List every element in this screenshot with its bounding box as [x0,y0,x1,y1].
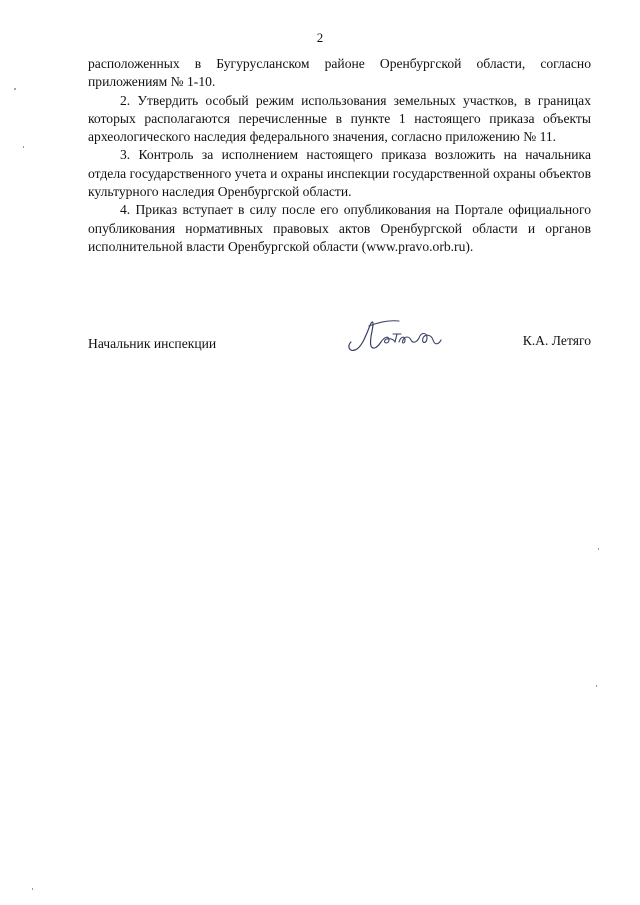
paragraph-item-4: 4. Приказ вступает в силу после его опубликования на Портале официального опубликования нормативных правовых актов Оренбургской области и органов исполнительной власти Оренбургской области (www.pravo.orb.ru). [88,202,591,254]
document-body [88,55,591,256]
handwritten-signature [343,316,453,356]
scan-artifact [598,548,599,550]
signatory-name: К.А. Летяго [522,333,591,348]
paragraph-continuation: расположенных в Бугурусланском районе Оренбургской области, согласно приложениям № 1-10. [88,56,591,90]
scan-artifact [23,146,24,148]
scan-artifact [14,88,16,90]
paragraph-item-2: 2. Утвердить особый режим использования земельных участков, в границах которых располагаются перечисленные в пункте 1 настоящего приказа объекты археологического наследия федерального значения, согласно приложению № 11. [88,92,591,145]
signature-block [88,316,591,356]
paragraph-item-3: 3. Контроль за исполнением настоящего приказа возложить на начальника отдела государственного учета и охраны инспекции государственной охраны объектов культурного наследия Оренбургской области. [88,147,591,200]
page-number: 2 [316,30,324,45]
scan-artifact [596,685,597,687]
scan-artifact [32,888,33,890]
signatory-position: Начальник инспекции [88,336,217,351]
